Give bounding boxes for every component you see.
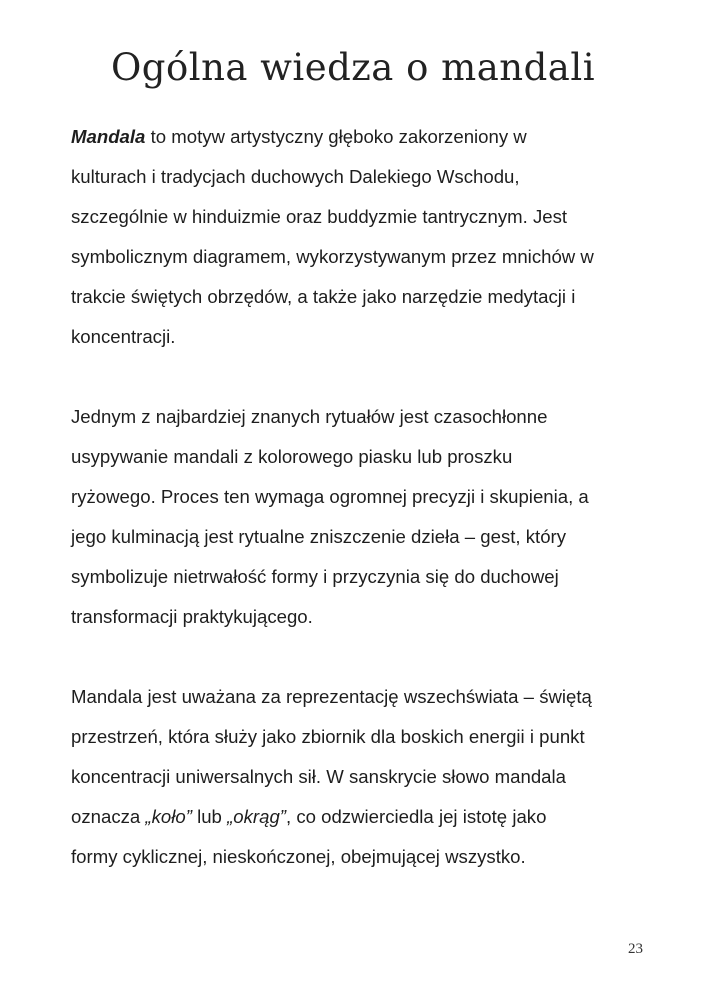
text-line: usypywanie mandali z kolorowego piasku lub proszku <box>71 446 513 467</box>
quoted-term: „okrąg” <box>227 806 286 827</box>
text-line: jego kulminacją jest rytualne zniszczenie dzieła – gest, który <box>71 526 567 547</box>
text-line: koncentracji uniwersalnych sił. W sanskrycie słowo mandala <box>71 766 566 787</box>
text-line: ryżowego. Proces ten wymaga ogromnej precyzji i skupienia, a <box>71 486 589 507</box>
quoted-term: „koło” <box>145 806 192 827</box>
text-line: koncentracji. <box>71 326 176 347</box>
paragraph-1 <box>71 117 646 357</box>
text-line: trakcie świętych obrzędów, a także jako narzędzie medytacji i <box>71 286 576 307</box>
text-span: to motyw artystyczny głęboko zakorzeniony w <box>145 126 527 147</box>
text-line: transformacji praktykującego. <box>71 606 313 627</box>
text-line: symbolicznym diagramem, wykorzystywanym przez mnichów w <box>71 246 594 267</box>
paragraph-2 <box>71 397 646 637</box>
text-line <box>71 797 646 837</box>
text-span: , co odzwierciedla jej istotę jako <box>285 806 547 827</box>
text-line: Mandala jest uważana za reprezentację wszechświata – świętą <box>71 686 592 707</box>
text-line: formy cyklicznej, nieskończonej, obejmującej wszystko. <box>71 846 526 867</box>
text-line <box>71 117 646 157</box>
text-line: symbolizuje nietrwałość formy i przyczynia się do duchowej <box>71 566 559 587</box>
text-span: lub <box>191 806 228 827</box>
page-number: 23 <box>628 941 643 957</box>
emphasized-term: Mandala <box>71 126 146 147</box>
text-line: szczególnie w hinduizmie oraz buddyzmie tantrycznym. Jest <box>71 206 568 227</box>
text-line: kulturach i tradycjach duchowych Dalekiego Wschodu, <box>71 166 520 187</box>
paragraph-3 <box>71 677 646 877</box>
text-line: przestrzeń, która służy jako zbiornik dla boskich energii i punkt <box>71 726 585 747</box>
page-title: Ogólna wiedza o mandali <box>110 46 596 89</box>
text-line: Jednym z najbardziej znanych rytuałów jest czasochłonne <box>71 406 548 427</box>
text-span: oznacza <box>71 806 146 827</box>
